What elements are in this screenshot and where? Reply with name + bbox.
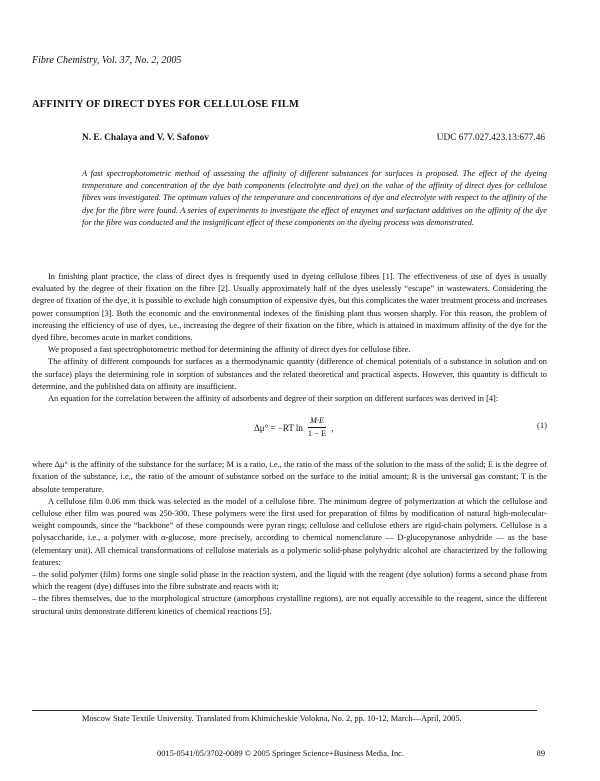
equation-denominator: 1 − E	[307, 429, 327, 439]
udc-code: UDC 677.027.423.13:677.46	[436, 133, 545, 143]
journal-citation: Fibre Chemistry, Vol. 37, No. 2, 2005	[32, 55, 182, 66]
equation-fraction	[306, 415, 328, 440]
page-number: 89	[536, 749, 545, 758]
article-title: AFFINITY OF DIRECT DYES FOR CELLULOSE FILM	[32, 99, 299, 110]
equation-lhs: Δμ° = −RT ln	[254, 422, 303, 433]
paragraph: – the solid polymer (film) forms one single solid phase in the reaction system, and the liquid with the reagent (dye solution) forms a second phase from which the reagent (dye) diffuses into the fibre substrate and reacts with it;	[32, 570, 547, 592]
paragraph: – the fibres themselves, due to the morphological structure (amorphous crystalline regions), are not equally accessible to the reagent, since the different structural units demonstrate different kinetics of chemical reactions [5].	[32, 594, 547, 616]
equation-trail: ,	[331, 422, 334, 433]
article-body	[32, 271, 547, 618]
paragraph: In finishing plant practice, the class of direct dyes is frequently used in dyeing cellulose fibres [1]. The effectiveness of use of dyes is usually evaluated by the degree of their fixation on the fibre [2]. Usually approximately half of the dyes uselessly “escape” in wastewaters. Considering the degree of fixation of the dye, it is possible to exclude high consumption of expensive dyes, but this complicates the water treatment process and increases power consumption [3]. Both the economic and the environmental indexes of the finishing plant thus worsen sharply. For this reason, the problem of increasing the efficiency of use of dyes, i.e., increasing the degree of their fixation on the fibre, which is attained in maximum affinity of the dye for the dyed fibre, becomes acute in market conditions.	[32, 272, 547, 343]
equation-expression	[254, 415, 333, 440]
copyright-line: 0015-0541/05/3702-0089 © 2005 Springer Science+Business Media, Inc.	[157, 749, 404, 758]
footnote: Moscow State Textile University. Translated from Khimicheskie Volokna, No. 2, pp. 10-12, March—April, 2005.	[82, 714, 462, 723]
paragraph: where Δμ° is the affinity of the substance for the surface; M is a ratio, i.e., the ratio of the mass of the solution to the mass of the solid; E is the degree of fixation of the substance, i.e., the ratio of the amount of substance sorbed on the surface to the initial amount; R is the universal gas constant; T is the absolute temperature.	[32, 460, 547, 494]
paragraph: A cellulose film 0.06 mm thick was selected as the model of a cellulose fibre. The minimum degree of polymerization at which the cellulose and cellulose ether film was poured was 250-300. These polymers were the first used for preparation of films by modification of natural high-molecular-weight compounds, since the “backbone” of these compounds were pyran rings; cellulose and cellulose ethers are rigid-chain polymers. Cellulose is a polysaccharide, i.e., a polymer with α-glucose, more precisely, according to chemical nomenclature — D-glucopyranose anhydride — as the base (elementary unit). All chemical transformations of cellulose materials as a polymeric solid-phase polyhydric alcohol are characterized by the following features:	[32, 496, 547, 567]
equation-numerator: M·E	[308, 415, 326, 428]
article-authors: N. E. Chalaya and V. V. Safonov	[82, 133, 209, 143]
paragraph: An equation for the correlation between the affinity of adsorbents and degree of their sorption on different surfaces was derived in [4]:	[48, 394, 499, 404]
equation-1	[32, 411, 547, 451]
equation-number: (1)	[536, 420, 547, 431]
abstract: A fast spectrophotometric method of assessing the affinity of different substances for surfaces is proposed. The effect of the dyeing temperature and concentration of the dye bath components (electrolyte and dye) on the value of the affinity of direct dyes for cellulose fibres was investigated. The optimum values of the temperature and concentrations of dye and electrolyte with respect to the affinity of the dye for the fibre were found. A series of experiments to investigate the effect of enzymes and surfactant additives on the affinity of the dye for the fibre was conducted and the insignificant effect of these components on the dyeing process was demonstrated.	[82, 169, 547, 227]
footnote-divider	[32, 710, 537, 711]
paragraph: We proposed a fast spectrophotometric method for determining the affinity of direct dyes for cellulose fibre.	[48, 345, 411, 355]
paragraph: The affinity of different compounds for surfaces as a thermodynamic quantity (difference of chemical potentials of a substance in solution and on the surface) plays the determining role in sorption of substances and the related theoretical and practical aspects. However, this quantity is difficult to determine, and the published data on affinity are insufficient.	[32, 357, 547, 391]
